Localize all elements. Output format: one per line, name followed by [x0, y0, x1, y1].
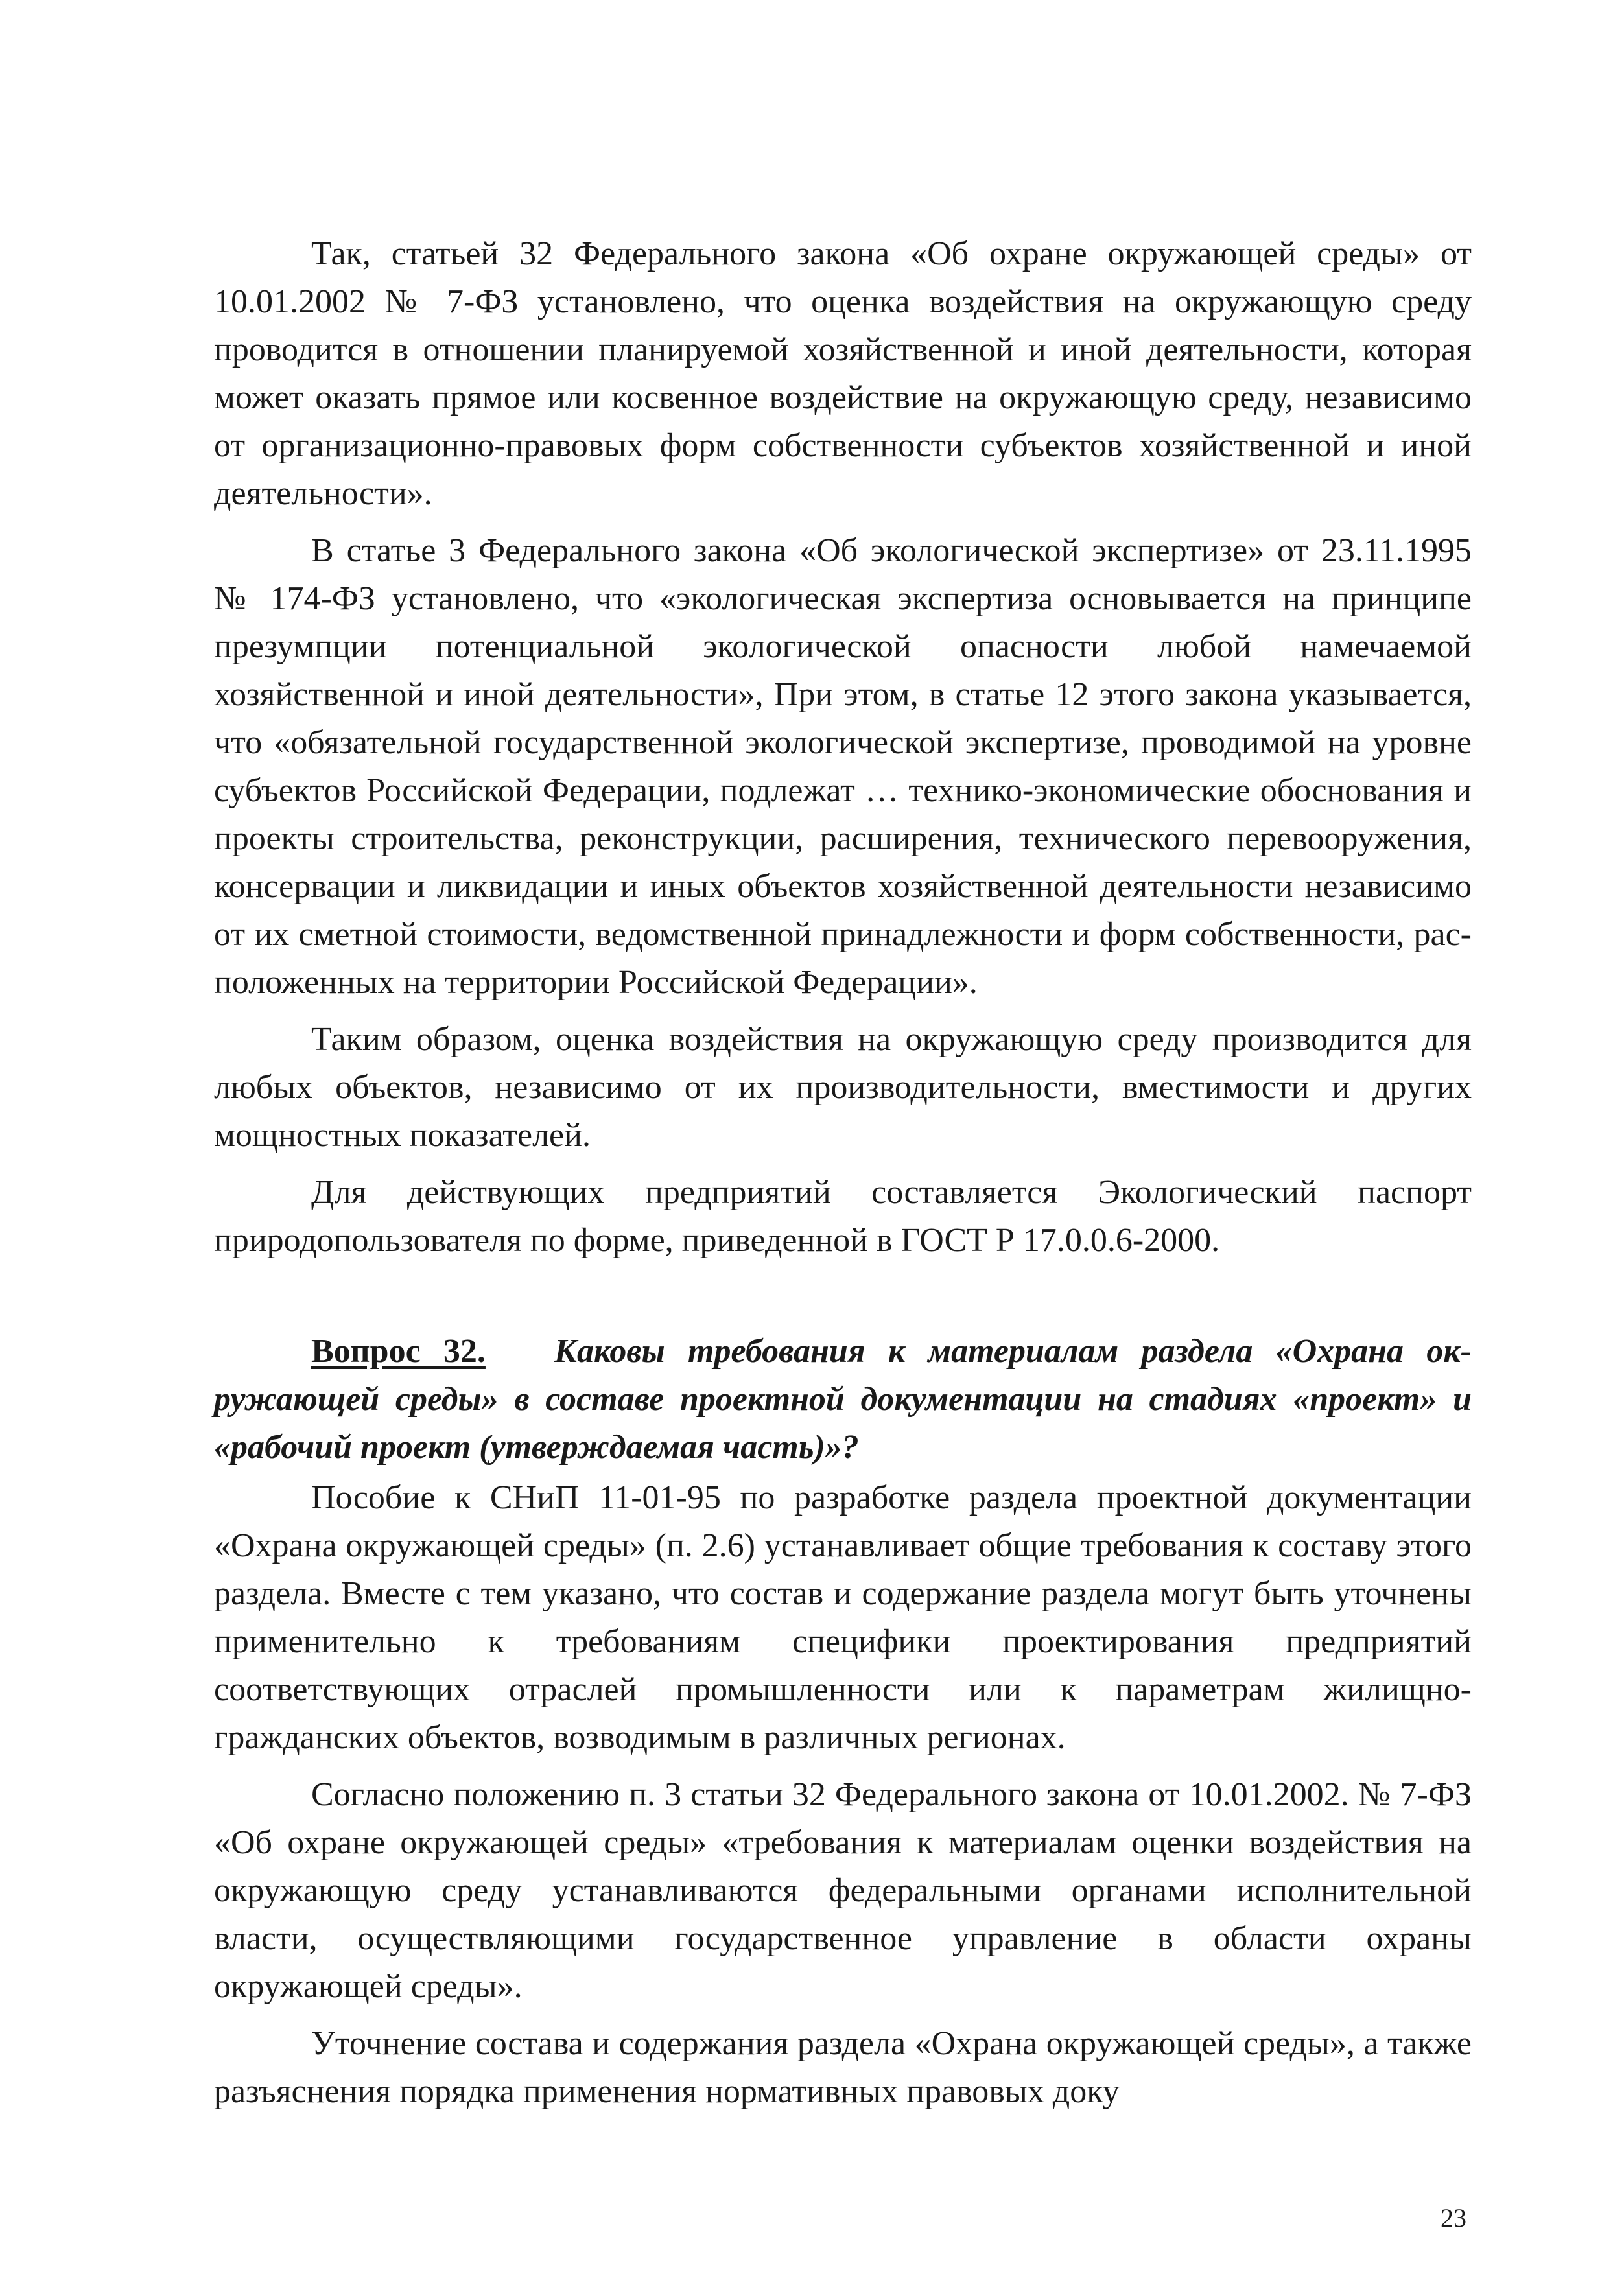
paragraph-clarification: Уточнение состава и содержания раздела «Охрана окружающей среды», а также разъяснения порядка применения нормативных правовых доку: [214, 2025, 1472, 2110]
page-number: 23: [1441, 2203, 1466, 2232]
question-heading: [214, 1328, 1472, 1471]
question-text: Каковы требования к материалам раздела «Охрана окружающей среды» в составе проектной документации на стадиях «проект» и «рабочий проект (утверждаемая часть)»?: [214, 1333, 1472, 1466]
paragraph-snip-manual: Пособие к СНиП 11-01-95 по разработке раздела проектной документации «Охрана окружающей среды» (п. 2.6) устанавливает общие требования к составу этого раздела. Вместе с тем указано, что состав и содержание раздела могут быть уточнены применительно к требованиям специфики проектирования предприятий соответствующих отраслей промышленности или к параметрам жилищно-гражданских объектов, возводимым в различных регионах.: [214, 1479, 1472, 1756]
paragraph-article-32-p3: Согласно положению п. 3 статьи 32 Федерального закона от 10.01.2002. № 7-ФЗ «Об охране окружающей среды» «требования к материалам оценки воздействия на окружающую среду устанавливаются федеральными органами исполнительной власти, осуществляющими государственное управление в области охраны окружающей среды».: [214, 1776, 1472, 2005]
question-label: Вопрос 32.: [311, 1333, 486, 1370]
paragraph-eco-passport: Для действующих предприятий составляется Экологический паспорт природопользователя по форме, приведенной в ГОСТ Р 17.0.0.6-2000.: [214, 1174, 1472, 1259]
paragraph-article-3: В статье 3 Федерального закона «Об экологической экспертизе» от 23.11.1995 № 174-ФЗ установлено, что «экологическая экспертиза основывается на принципе презумпции потенциальной экологической опасности любой намечаемой хозяйственной и иной деятельности», При этом, в статье 12 этого закона указывается, что «обязательной государственной экологической экспертизе, проводимой на уровне субъектов Российской Федерации, подлежат … технико-экономические обоснования и проекты строительства, реконструкции, расширения, технического перевооружения, консервации и ликвидации и иных объектов хозяйственной деятельности независимо от их сметной стоимости, ведомственной принадлежности и форм собственности, расположенных на территории Российской Федерации».: [214, 532, 1472, 1001]
paragraph-conclusion: Таким образом, оценка воздействия на окружающую среду производится для любых объектов, независимо от их производительности, вместимости и других мощностных показателей.: [214, 1021, 1472, 1154]
text-section-top: [214, 230, 1472, 1274]
paragraph-article-32: Так, статьей 32 Федерального закона «Об охране окружающей среды» от 10.01.2002 № 7-ФЗ установлено, что оценка воздействия на окружающую среду проводится в отношении планируемой хозяйственной и иной деятельности, которая может оказать прямое или косвенное воздействие на окружающую среду, независимо от организационно-правовых форм собственности субъектов хозяйственной и иной деятельности».: [214, 235, 1472, 512]
text-section-question: [214, 1328, 1472, 2125]
